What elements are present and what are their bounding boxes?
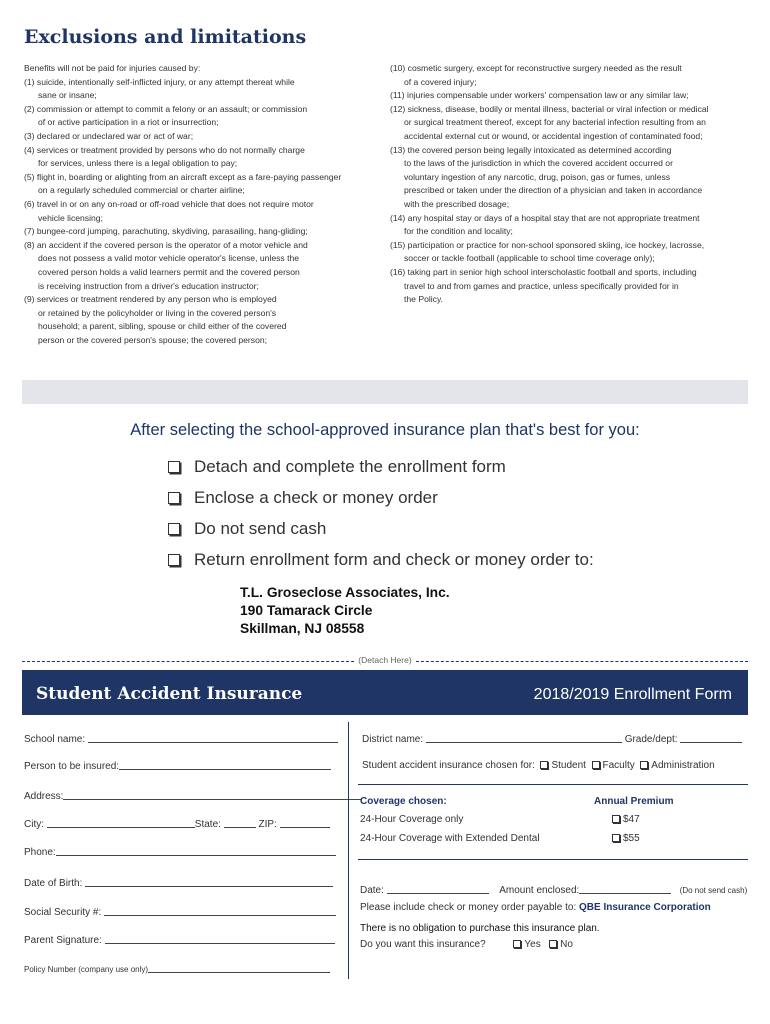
coverage-option-1: 24-Hour Coverage only [360,814,464,825]
exclusion-line: (7) bungee-cord jumping, parachuting, skydiving, parasailing, hang-gliding; [24,226,308,237]
option-student[interactable]: Student [540,760,585,771]
exclusion-line: prescribed or taken under the direction of a physician and taken in accordance [404,185,703,196]
exclusion-line: (16) taking part in senior high school interscholastic football and sports, including [390,266,697,277]
ssn-input[interactable] [104,906,336,916]
form-column-divider [348,722,349,979]
exclusion-line: covered person holds a valid learners permit and the covered person [38,266,300,277]
exclusion-line: is receiving instruction from a driver's education instructor; [38,280,259,291]
payable-row: Please include check or money order payable to: QBE Insurance Corporation [360,902,711,913]
dob-field[interactable]: Date of Birth: [24,877,333,889]
checkbox-icon [168,523,180,535]
school-name-field[interactable]: School name: [24,733,338,745]
exclusion-line: or surgical treatment thereof, except for any bacterial infection resulting from an [404,117,706,128]
exclusion-line: (14) any hospital stay or days of a hospital stay that are not appropriate treatment [390,212,700,223]
option-administration[interactable]: Administration [640,760,714,771]
checkbox-icon[interactable] [592,761,600,769]
detach-label: (Detach Here) [0,655,770,665]
exclusion-line: vehicle licensing; [38,212,103,223]
exclusion-line: household; a parent, sibling, spouse or child either of the covered [38,321,287,332]
exclusions-right-column [390,62,745,307]
option-no[interactable]: No [549,939,573,950]
exclusion-line: to the laws of the jurisdiction in which the covered accident occurred or [404,158,673,169]
section-divider-band [22,380,748,404]
exclusion-line: person or the covered person's spouse; the covered person; [38,334,268,345]
exclusion-line: (3) declared or undeclared war or act of war; [24,130,194,141]
coverage-price-2[interactable]: $55 [612,833,640,844]
option-faculty[interactable]: Faculty [592,760,635,771]
amount-enclosed-input[interactable] [579,884,671,894]
checkbox-icon[interactable] [640,761,648,769]
policy-number-field[interactable]: Policy Number (company use only) [24,965,330,974]
exclusion-line: the Policy. [404,294,444,305]
grade-dept-input[interactable] [680,733,742,743]
city-input[interactable] [47,818,195,828]
coverage-price-1[interactable]: $47 [612,814,640,825]
form-title: Student Accident Insurance [36,684,303,704]
date-amount-row[interactable]: Date: Amount enclosed: (Do not send cash) [360,885,748,896]
exclusion-line: with the prescribed dosage; [404,198,510,209]
checkbox-icon[interactable] [549,940,557,948]
exclusion-line: (8) an accident if the covered person is the operator of a motor vehicle and [24,239,308,250]
exclusion-line: (4) services or treatment provided by persons who do not normally charge [24,144,305,155]
phone-field[interactable]: Phone: [24,846,336,858]
exclusion-line: Benefits will not be paid for injuries caused by: [24,63,201,73]
instruction-item-return: Return enrollment form and check or money order to: [168,550,594,570]
divider-line [358,784,748,785]
district-name-input[interactable] [426,733,622,743]
exclusion-line: accidental external cut or wound, or accidental ingestion of contaminated food; [404,130,703,141]
instructions-title: After selecting the school-approved insurance plan that's best for you: [130,421,640,439]
checkbox-icon [168,492,180,504]
exclusion-line: or retained by the policyholder or living in the covered person's [38,307,277,318]
instruction-item-no-cash: Do not send cash [168,519,326,539]
address-company: T.L. Groseclose Associates, Inc. [240,585,450,600]
exclusion-line: does not possess a valid motor vehicle operator's license, unless the [38,253,300,264]
exclusion-line: soccer or tackle football (applicable to school time coverage only); [404,253,655,264]
school-name-input[interactable] [88,733,338,743]
zip-input[interactable] [280,818,330,828]
policy-number-input[interactable] [148,965,330,973]
address-street: 190 Tamarack Circle [240,603,373,618]
parent-signature-input[interactable] [105,934,335,944]
exclusion-line: (10) cosmetic surgery, except for reconstructive surgery needed as the result [390,63,682,73]
want-insurance-row: Do you want this insurance? Yes No [360,939,573,950]
date-input[interactable] [387,884,489,894]
exclusion-line: (15) participation or practice for non-school sponsored skiing, ice hockey, lacrosse, [390,239,705,250]
option-yes[interactable]: Yes [513,939,540,950]
checkbox-icon [168,461,180,473]
checkbox-icon[interactable] [540,761,548,769]
checkbox-icon [168,554,180,566]
ssn-field[interactable]: Social Security #: [24,906,336,918]
person-insured-input[interactable] [119,760,331,770]
chosen-for-row: Student accident insurance chosen for: Student Faculty Administration [362,760,715,771]
coverage-option-2: 24-Hour Coverage with Extended Dental [360,833,540,844]
no-obligation-text: There is no obligation to purchase this insurance plan. [360,923,600,934]
exclusions-left-column [24,62,374,347]
checkbox-icon[interactable] [612,815,620,823]
address-field[interactable]: Address: [24,790,361,802]
checkbox-icon[interactable] [612,834,620,842]
exclusion-line: (5) flight in, boarding or alighting from an aircraft except as a fare-paying passenger [24,171,342,182]
exclusion-line: travel to and from games and practice, unless specifically provided for in [404,280,679,291]
address-city: Skillman, NJ 08558 [240,621,365,636]
exclusion-line: (11) injuries compensable under workers' compensation law or any similar law; [390,90,689,101]
checkbox-icon[interactable] [513,940,521,948]
address-input[interactable] [63,790,361,800]
state-input[interactable] [224,818,256,828]
exclusion-line: sane or insane; [38,90,97,101]
form-subtitle: 2018/2019 Enrollment Form [533,686,732,703]
exclusion-line: for the condition and locality; [404,226,513,237]
premium-header: Annual Premium [594,796,674,807]
exclusion-line: voluntary ingestion of any narcotic, drug, poison, gas or fumes, unless [404,171,671,182]
exclusion-line: (12) sickness, disease, bodily or mental illness, bacterial or viral infection or medical [390,103,709,114]
dob-input[interactable] [85,877,333,887]
coverage-header: Coverage chosen: [360,796,447,807]
exclusion-line: (9) services or treatment rendered by any person who is employed [24,294,277,305]
exclusion-line: (2) commission or attempt to commit a felony or an assault; or commission [24,103,308,114]
exclusion-line: (1) suicide, intentionally self-inflicted injury, or any attempt thereat while [24,76,295,87]
exclusion-line: of a covered injury; [404,76,477,87]
exclusion-line: (13) the covered person being legally intoxicated as determined according [390,144,672,155]
exclusion-line: of or active participation in a riot or insurrection; [38,117,219,128]
exclusion-line: for services, unless there is a legal obligation to pay; [38,158,238,169]
exclusion-line: on a regularly scheduled commercial or charter airline; [38,185,245,196]
exclusions-title: Exclusions and limitations [24,26,307,48]
instruction-item-enclose: Enclose a check or money order [168,488,438,508]
city-state-zip-field[interactable]: City: State: ZIP: [24,818,330,830]
district-grade-field[interactable]: District name: Grade/dept: [362,733,742,745]
phone-input[interactable] [56,846,336,856]
parent-signature-field[interactable]: Parent Signature: [24,934,335,946]
person-insured-field[interactable]: Person to be insured: [24,760,331,772]
instruction-item-detach: Detach and complete the enrollment form [168,457,506,477]
exclusion-line: (6) travel in or on any on-road or off-road vehicle that does not require motor [24,198,314,209]
divider-line [358,859,748,860]
